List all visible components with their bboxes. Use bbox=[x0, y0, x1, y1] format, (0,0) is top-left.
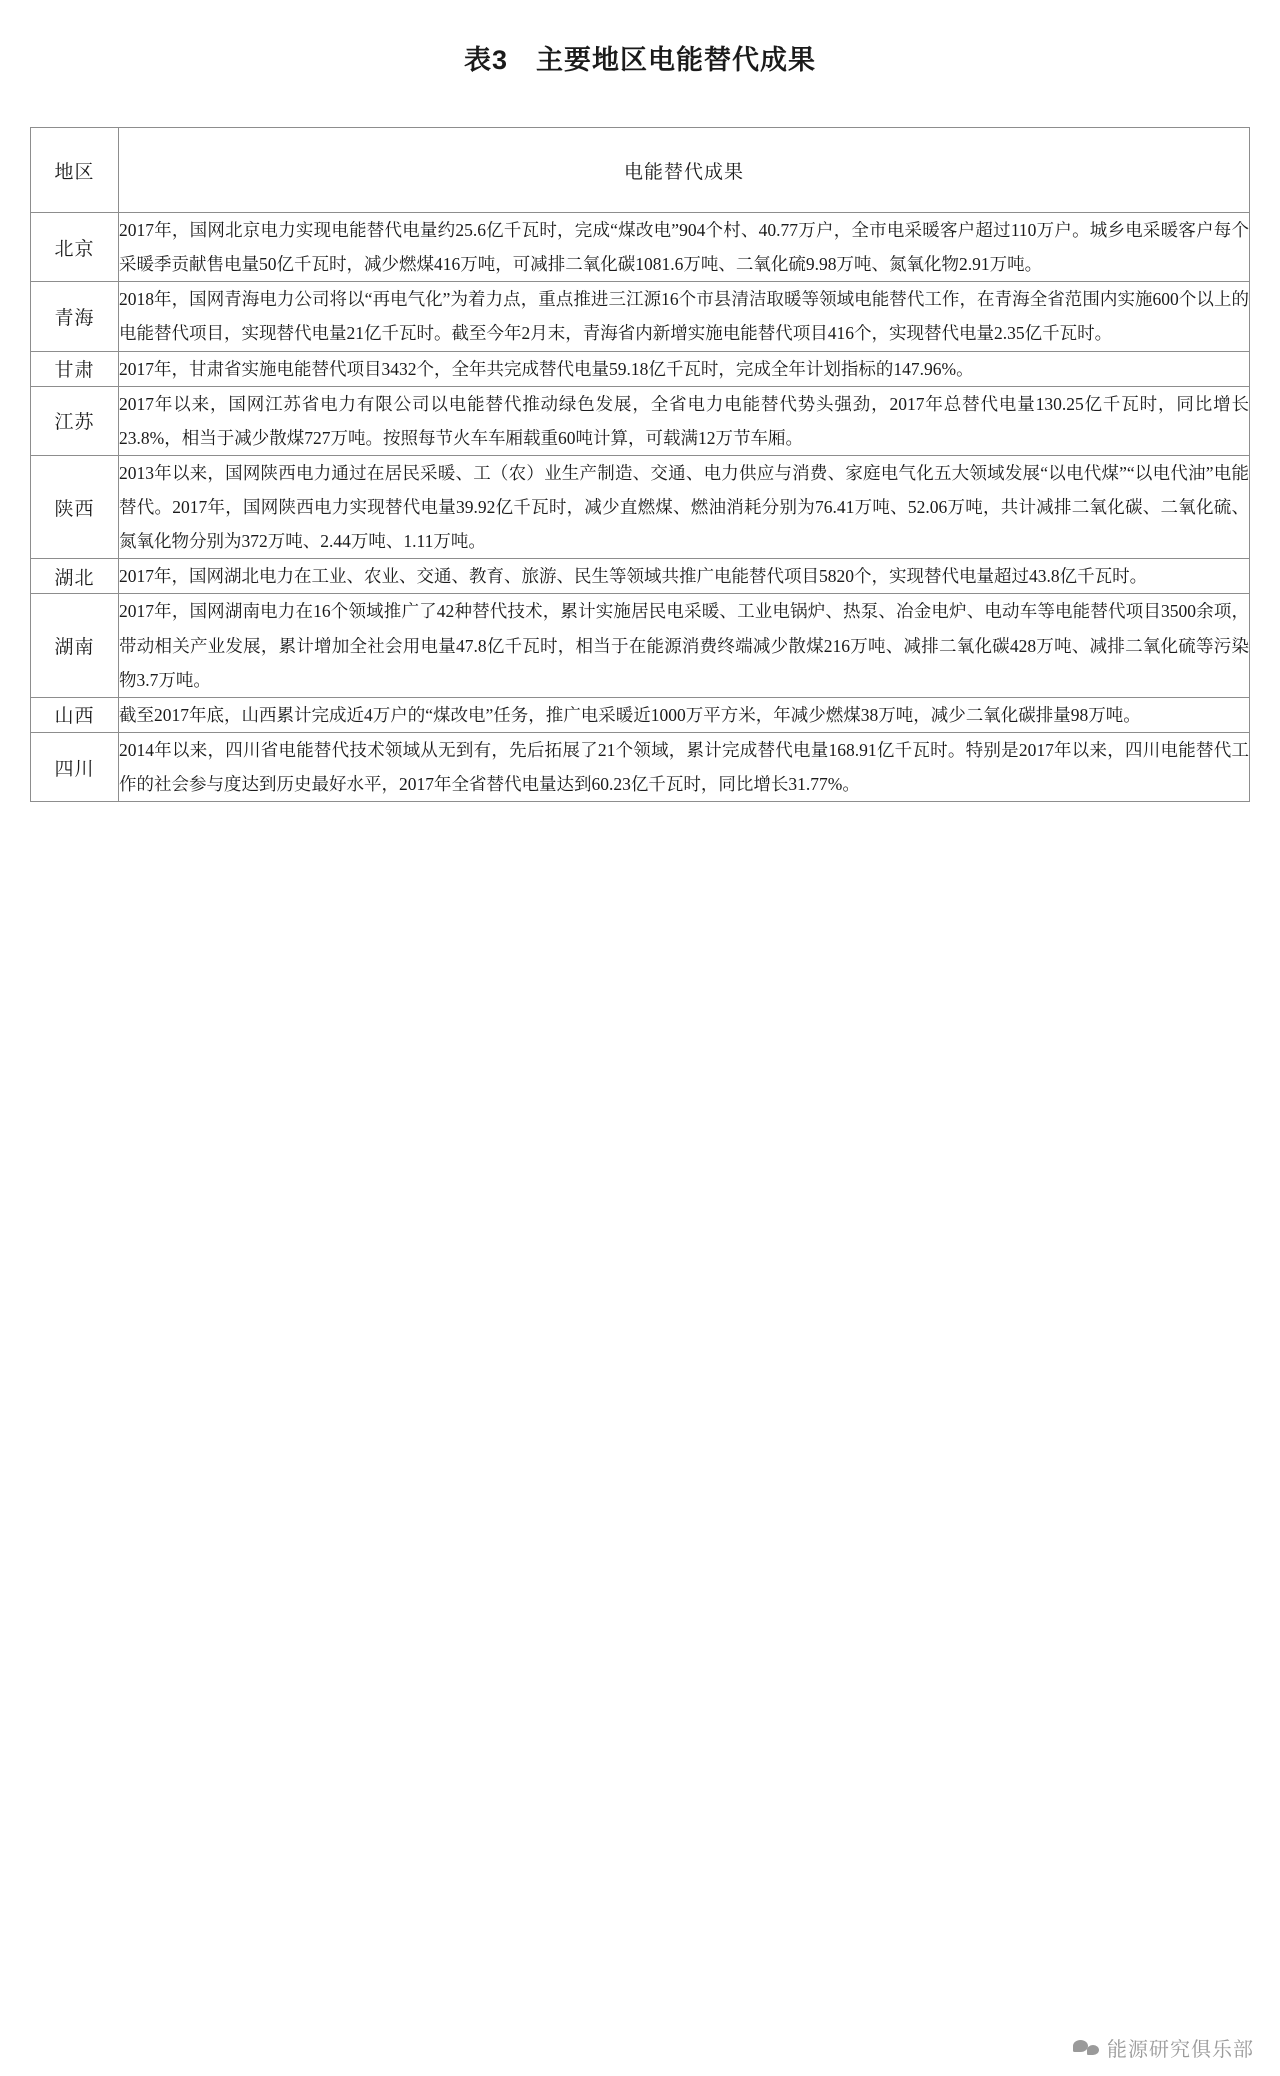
table-row bbox=[31, 213, 1250, 282]
region-result-text: 2017年，国网北京电力实现电能替代电量约25.6亿千瓦时，完成“煤改电”904个村、40.77万户，全市电采暖客户超过110万户。城乡电采暖客户每个采暖季贡献售电量50亿千瓦时，减少燃煤416万吨，可减排二氧化碳1081.6万吨、二氧化硫9.98万吨、氮氧化物2.91万吨。 bbox=[119, 213, 1250, 282]
region-name: 江苏 bbox=[31, 386, 119, 455]
watermark-label: 能源研究俱乐部 bbox=[1107, 2039, 1254, 2061]
table-header-row bbox=[31, 128, 1250, 213]
region-name: 湖南 bbox=[31, 594, 119, 697]
region-name: 湖北 bbox=[31, 559, 119, 594]
region-name: 青海 bbox=[31, 282, 119, 351]
table-row bbox=[31, 386, 1250, 455]
region-result-text: 2017年，甘肃省实施电能替代项目3432个，全年共完成替代电量59.18亿千瓦时，完成全年计划指标的147.96%。 bbox=[119, 351, 1250, 386]
table-row bbox=[31, 455, 1250, 558]
electricity-substitution-table bbox=[30, 127, 1250, 802]
region-result-text: 2013年以来，国网陕西电力通过在居民采暖、工（农）业生产制造、交通、电力供应与消费、家庭电气化五大领域发展“以电代煤”“以电代油”电能替代。2017年，国网陕西电力实现替代电量39.92亿千瓦时，减少直燃煤、燃油消耗分别为76.41万吨、52.06万吨，共计减排二氧化碳、二氧化硫、氮氧化物分别为372万吨、2.44万吨、1.11万吨。 bbox=[119, 455, 1250, 558]
watermark bbox=[1073, 2033, 1254, 2062]
region-name: 山西 bbox=[31, 697, 119, 732]
region-result-text: 截至2017年底，山西累计完成近4万户的“煤改电”任务，推广电采暖近1000万平方米，年减少燃煤38万吨，减少二氧化碳排量98万吨。 bbox=[119, 697, 1250, 732]
region-result-text: 2017年以来，国网江苏省电力有限公司以电能替代推动绿色发展，全省电力电能替代势头强劲，2017年总替代电量130.25亿千瓦时，同比增长23.8%，相当于减少散煤727万吨。按照每节火车车厢载重60吨计算，可载满12万节车厢。 bbox=[119, 386, 1250, 455]
region-result-text: 2018年，国网青海电力公司将以“再电气化”为着力点，重点推进三江源16个市县清洁取暖等领域电能替代工作，在青海全省范围内实施600个以上的电能替代项目，实现替代电量21亿千瓦时。截至今年2月末，青海省内新增实施电能替代项目416个，实现替代电量2.35亿千瓦时。 bbox=[119, 282, 1250, 351]
table-row bbox=[31, 594, 1250, 697]
page-title: 表3 主要地区电能替代成果 bbox=[463, 45, 816, 75]
table-row bbox=[31, 697, 1250, 732]
column-header-region: 地区 bbox=[31, 128, 119, 213]
table-row bbox=[31, 351, 1250, 386]
table-row bbox=[31, 559, 1250, 594]
column-header-result: 电能替代成果 bbox=[119, 128, 1250, 213]
region-name: 四川 bbox=[31, 732, 119, 801]
table-row bbox=[31, 282, 1250, 351]
table-row bbox=[31, 732, 1250, 801]
region-name: 陕西 bbox=[31, 455, 119, 558]
region-name: 甘肃 bbox=[31, 351, 119, 386]
region-result-text: 2017年，国网湖北电力在工业、农业、交通、教育、旅游、民生等领域共推广电能替代项目5820个，实现替代电量超过43.8亿千瓦时。 bbox=[119, 559, 1250, 594]
wechat-official-account-icon bbox=[1073, 2037, 1099, 2059]
region-name: 北京 bbox=[31, 213, 119, 282]
table-container bbox=[30, 127, 1250, 802]
region-result-text: 2014年以来，四川省电能替代技术领域从无到有，先后拓展了21个领域，累计完成替代电量168.91亿千瓦时。特别是2017年以来，四川电能替代工作的社会参与度达到历史最好水平，2017年全省替代电量达到60.23亿千瓦时，同比增长31.77%。 bbox=[119, 732, 1250, 801]
region-result-text: 2017年，国网湖南电力在16个领域推广了42种替代技术，累计实施居民电采暖、工业电锅炉、热泵、冶金电炉、电动车等电能替代项目3500余项，带动相关产业发展，累计增加全社会用电量47.8亿千瓦时，相当于在能源消费终端减少散煤216万吨、减排二氧化碳428万吨、减排二氧化硫等污染物3.7万吨。 bbox=[119, 594, 1250, 697]
